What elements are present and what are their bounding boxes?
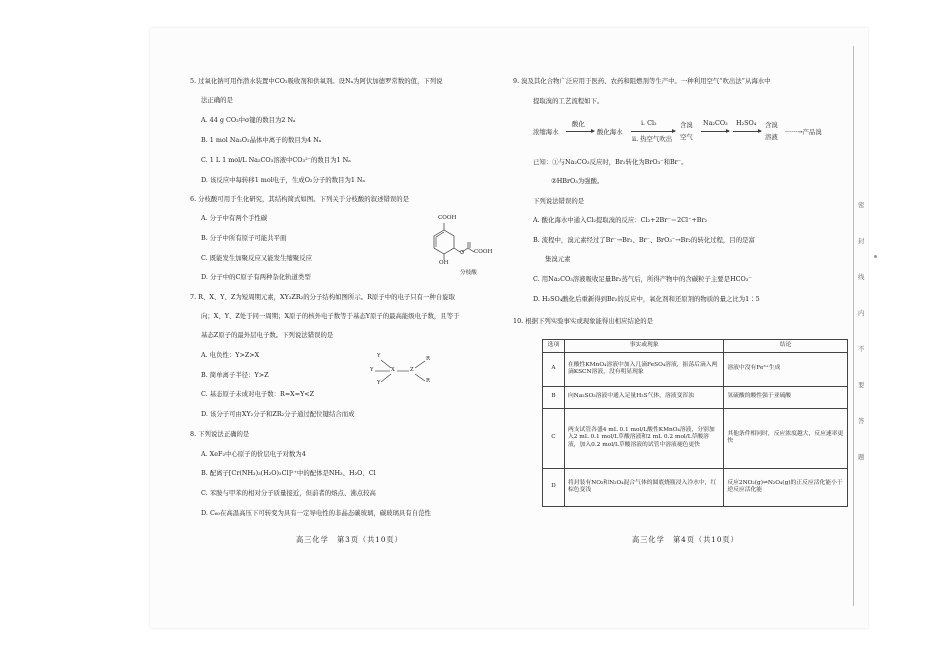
q6-option-a: A. 分子中有两个手性碳	[201, 214, 268, 222]
bond-y3-x	[381, 374, 391, 382]
q7-option-c: C. 基态原子未成对电子数：R=X=Y<Z	[201, 390, 315, 398]
q7-option-a: A. 电负性：Y>Z>X	[201, 351, 260, 359]
binding-line	[853, 46, 854, 606]
flow-arrow-2	[631, 131, 675, 132]
q5-option-c: C. 1 L 1 mol/L Na₂CO₃溶液中CO₃²⁻的数目为1 Nₐ	[201, 156, 351, 164]
header-conclusion: 结论	[724, 340, 848, 353]
table-row	[543, 386, 848, 408]
row-d-option: D	[543, 468, 565, 506]
q9-stem-2: 提取溴的工艺流程如下。	[533, 97, 604, 105]
flow-arrow-1-label: 酸化	[572, 120, 585, 128]
q7-option-b: B. 简单离子半径：Y>Z	[201, 371, 269, 379]
struct-cooh-top: COOH	[438, 215, 457, 221]
q9-option-b-1: B. 流程中，溴元素经过了Br⁻→Br₂、Br⁻、BrO₃⁻→Br₂的转化过程，目的是富	[533, 236, 755, 244]
table-row	[543, 468, 848, 506]
row-a-fact: 在酸性KMnO₄溶液中加入几滴FeSO₄溶液，振荡后滴入两滴KSCN溶液，没有明显现象	[564, 352, 723, 386]
atom-z: Z	[410, 367, 414, 373]
chorismic-acid-structure	[420, 215, 495, 278]
flow-arrow-2-top: i. Cl₂	[641, 119, 657, 127]
flow-arrow-4-label: H₂SO₄	[736, 119, 757, 127]
q10-stem: 10. 根据下列实验事实或现象能得出相应结论的是	[513, 317, 654, 325]
atom-y-3: Y	[377, 380, 381, 386]
flow-arrow-3-label: Na₂CO₃	[703, 119, 728, 127]
row-a-option: A	[543, 352, 565, 386]
margin-dot	[874, 255, 877, 258]
atom-r-1: R	[426, 356, 430, 362]
q9-option-b-2: 集溴元素	[545, 255, 571, 263]
row-c-option: C	[543, 408, 565, 468]
right-page-footer: 高三化学 第4页（共10页）	[632, 535, 739, 544]
q10-table-header	[543, 340, 848, 353]
oxygen-label: O	[460, 250, 464, 256]
atom-y-2: Y	[370, 367, 374, 373]
margin-char-3: 线	[858, 273, 865, 281]
bond-z-r1	[415, 361, 425, 368]
row-a-conclusion: 溶液中没有Fe³⁺生成	[724, 352, 848, 386]
atom-x: X	[391, 367, 395, 373]
q6-option-b: B. 分子中所有原子可能共平面	[201, 234, 287, 242]
row-d-conclusion: 反应2NO₂(g)⇌N₂O₄(g)的正反应活化能小于逆反应活化能	[724, 468, 848, 506]
flow-arrow-4	[733, 131, 761, 132]
q9-known-2: ②HBrO₃为强酸。	[551, 177, 604, 185]
margin-char-4: 内	[858, 309, 865, 317]
q9-option-c: C. 用Na₂CO₃溶液吸收足量Br₂蒸气后，所得产物中的含碳粒子主要是HCO₃⁻	[533, 275, 752, 283]
row-c-fact: 两支试管各盛4 mL 0.1 mol/L酸性KMnO₄溶液，分别加入2 mL 0.1 mol/L草酸溶液和2 mL 0.2 mol/L草酸溶液，加入0.2 mol/L草酸溶液的试管中溶液褪色更快	[564, 408, 723, 468]
flow-arrow-2-bottom: ii. 热空气吹出	[632, 135, 673, 143]
process-flow	[533, 118, 853, 148]
q7-stem-1: 7. R、X、Y、Z为短周期元素，XY₂ZR₂的分子结构如图所示。R原子中的电子只有一种自旋取	[190, 293, 455, 301]
flow-step-3-top: 含溴	[680, 121, 693, 129]
q10-table	[542, 339, 848, 507]
q8-stem: 8. 下列说法正确的是	[190, 430, 250, 438]
margin-char-2: 封	[858, 237, 865, 245]
q5-stem-1: 5. 过氧化钠可用作潜水装置中CO₂吸收剂和供氧剂。设Nₐ为阿伏加德罗常数的值，下列说	[190, 77, 443, 85]
flow-step-1: 浓缩海水	[533, 128, 559, 136]
molecule-structure	[369, 354, 439, 386]
q7-stem-3: 基态Z原子的最外层电子数。下列说法错误的是	[201, 331, 334, 339]
struct-caption: 分枝酸	[460, 270, 477, 276]
table-row	[543, 408, 848, 468]
flow-step-4-bottom: 溶液	[765, 133, 778, 141]
flow-step-2: 酸化海水	[597, 128, 623, 136]
bond-z-r2	[415, 374, 425, 381]
q6-stem: 6. 分枝酸可用于生化研究，其结构简式如图。下列关于分枝酸的叙述错误的是	[190, 195, 410, 203]
q5-stem-2: 法正确的是	[201, 96, 233, 104]
q5-option-a: A. 44 g CO₂中σ键的数目为2 Nₐ	[201, 116, 296, 124]
row-b-option: B	[543, 386, 565, 408]
margin-char-7: 答	[858, 417, 865, 425]
table-row	[543, 352, 848, 386]
q8-option-d: D. C₆₀在高温高压下可转变为具有一定导电性的非晶态碳玻璃，碳玻璃具有自范性	[201, 509, 431, 517]
flow-step-3-bottom: 空气	[680, 133, 693, 141]
q8-option-c: C. 苯胺与甲苯的相对分子质量接近，但前者的熔点、沸点较高	[201, 489, 376, 497]
header-option: 选项	[543, 340, 565, 353]
q5-option-b: B. 1 mol Na₂O₂晶体中离子的数目为4 Nₐ	[201, 136, 322, 144]
atom-r-2: R	[426, 378, 430, 384]
q6-option-d: D. 分子中的C原子有两种杂化轨道类型	[201, 273, 311, 281]
margin-char-5: 不	[858, 345, 865, 353]
header-fact: 事实或现象	[564, 340, 723, 353]
row-d-fact: 将封装有NO₂和N₂O₄混合气体的圆底烧瓶浸入冷水中，红棕色变浅	[564, 468, 723, 506]
flow-step-4-top: 含溴	[765, 121, 778, 129]
q9-option-d: D. H₂SO₄酸化后重新得到Br₂的反应中，氧化剂和还原剂的物质的量之比为1∶5	[533, 295, 760, 303]
bond-y1-x	[381, 360, 391, 368]
row-c-conclusion: 其他条件相同时，反应浓度越大，反应速率更快	[724, 408, 848, 468]
q9-ask: 下列说法错误的是	[533, 197, 585, 205]
q9-stem-1: 9. 溴及其化合物广泛应用于医药、农药和阻燃剂等生产中。一种利用空气“吹出法”从海水中	[513, 77, 771, 85]
q6-option-c: C. 既能发生加聚反应又能发生缩聚反应	[201, 254, 312, 262]
margin-char-8: 题	[858, 453, 865, 461]
struct-oh: OH	[439, 260, 449, 266]
struct-cooh-right: COOH	[474, 249, 493, 255]
row-b-conclusion: 氢硫酸的酸性强于亚硫酸	[724, 386, 848, 408]
q7-option-d: D. 该分子可由XY₂分子和ZR₂分子通过配位键结合而成	[201, 410, 355, 418]
flow-arrow-3	[701, 131, 729, 132]
q9-known-1: 已知：①与Na₂CO₃反应时，Br₂转化为BrO₃⁻和Br⁻。	[533, 158, 688, 166]
row-b-fact: 向Na₂SO₃溶液中通入足量H₂S气体，溶液变浑浊	[564, 386, 723, 408]
structure-svg	[420, 218, 495, 278]
q9-option-a: A. 酸化海水中通入Cl₂提取溴的反应：Cl₂+2Br⁻＝2Cl⁻+Br₂	[533, 216, 708, 224]
margin-char-1: 密	[858, 201, 865, 209]
q5-option-d: D. 该反应中每转移1 mol电子，生成O₂分子的数目为1 Nₐ	[201, 176, 365, 184]
ring	[434, 230, 454, 254]
atom-y-1: Y	[377, 353, 381, 359]
margin-char-6: 要	[858, 381, 865, 389]
q7-stem-2: 向；X、Y、Z处于同一周期；X原子的核外电子数等于基态Y原子的最高能级电子数，且等于	[201, 312, 460, 320]
left-page-footer: 高三化学 第3页（共10页）	[296, 535, 403, 544]
flow-step-5: ······→产品溴	[785, 128, 822, 136]
flow-arrow-1	[566, 131, 594, 132]
q8-option-a: A. XeF₂中心原子的价层电子对数为4	[201, 450, 306, 458]
q8-option-b: B. 配离子[Cr(NH₃)₃(H₂O)₂Cl]²⁺中的配体是NH₃、H₂O、Cl	[201, 469, 376, 477]
